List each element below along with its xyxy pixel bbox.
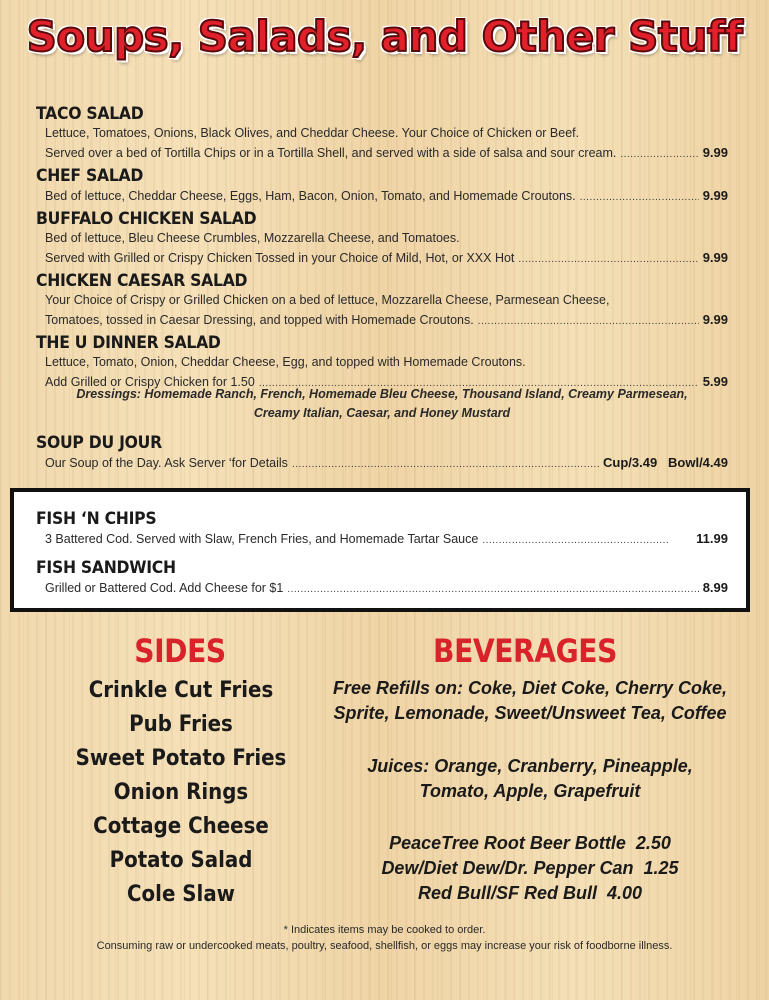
side-item: Cottage Cheese xyxy=(93,814,269,839)
menu-item-chicken-caesar-salad xyxy=(36,271,728,331)
side-item: Potato Salad xyxy=(109,848,253,873)
item-price: 9.99 xyxy=(702,145,728,160)
menu-item-soup xyxy=(36,433,728,474)
item-description-line: Tomatoes, tossed in Caesar Dressing, and topped with Homemade Croutons. ..... 9.99 xyxy=(36,310,728,331)
item-name: TACO SALAD xyxy=(36,104,144,124)
dressings-line: Creamy Italian, Caesar, and Honey Mustard xyxy=(253,406,511,420)
menu-item-fish-sandwich xyxy=(36,558,728,599)
item-price: 8.99 xyxy=(702,580,728,595)
item-description-line: Bed of lettuce, Cheddar Cheese, Eggs, Ham, Bacon, Onion, Tomato, and Homemade Croutons. ..... 9.99 xyxy=(36,186,728,207)
menu-item-u-dinner-salad xyxy=(36,333,728,393)
item-price: 9.99 xyxy=(702,188,728,203)
item-name: THE U DINNER SALAD xyxy=(36,333,221,353)
item-description-line: Served with Grilled or Crispy Chicken Tossed in your Choice of Mild, Hot, or XXX Hot ..... 9.99 xyxy=(36,248,728,269)
sides-list xyxy=(54,674,308,912)
item-price: 5.99 xyxy=(702,374,728,389)
item-description-line: Grilled or Battered Cod. Add Cheese for $1 ..... 8.99 xyxy=(36,578,728,599)
item-price: Cup/3.49 Bowl/4.49 xyxy=(603,455,728,470)
salad-menu xyxy=(36,104,728,395)
bev-line: Red Bull/SF Red Bull 4.00 xyxy=(417,883,643,903)
side-item: Onion Rings xyxy=(113,780,249,805)
item-description-line: 3 Battered Cod. Served with Slaw, French Fries, and Homemade Tartar Sauce ..... 11.99 xyxy=(36,529,728,550)
item-name: SOUP DU JOUR xyxy=(36,433,162,453)
menu-title: Soups, Salads, and Other Stuff xyxy=(26,12,743,61)
item-name: BUFFALO CHICKEN SALAD xyxy=(36,209,257,229)
menu-item-chef-salad xyxy=(36,166,728,207)
dressings-line: Dressings: Homemade Ranch, French, Homemade Bleu Cheese, Thousand Island, Creamy Parmesean, xyxy=(76,387,688,401)
item-name: FISH SANDWICH xyxy=(36,558,176,578)
side-item: Pub Fries xyxy=(129,712,233,737)
beverages-drinks xyxy=(300,831,760,906)
item-price: 9.99 xyxy=(702,312,728,327)
menu-item-buffalo-chicken-salad xyxy=(36,209,728,269)
bev-line: Dew/Diet Dew/Dr. Pepper Can 1.25 xyxy=(381,858,679,878)
side-item: Cole Slaw xyxy=(127,882,235,907)
bev-line: Juices: Orange, Cranberry, Pineapple, xyxy=(367,756,693,776)
item-description-line: Our Soup of the Day. Ask Server ‘for Details ..... Cup/3.49 Bowl/4.49 xyxy=(36,453,728,474)
beverages-heading: BEVERAGES xyxy=(433,632,617,670)
item-description-line: Lettuce, Tomato, Onion, Cheddar Cheese, Egg, and topped with Homemade Croutons. xyxy=(45,355,526,369)
item-price: 11.99 xyxy=(696,531,728,546)
menu-item-taco-salad xyxy=(36,104,728,164)
item-name: FISH ‘N CHIPS xyxy=(36,509,157,529)
item-description-line: Served over a bed of Tortilla Chips or in a Tortilla Shell, and served with a side of salsa and sour cream. ..... 9.99 xyxy=(36,143,728,164)
item-name: CHICKEN CAESAR SALAD xyxy=(36,271,248,291)
beverages-juices xyxy=(300,754,760,804)
side-item: Crinkle Cut Fries xyxy=(88,678,274,703)
item-description-line: Your Choice of Crispy or Grilled Chicken on a bed of lettuce, Mozzarella Cheese, Parmesean Cheese, xyxy=(45,293,610,307)
menu-item-fish-n-chips xyxy=(36,509,728,550)
item-description-line: Bed of lettuce, Bleu Cheese Crumbles, Mozzarella Cheese, and Tomatoes. xyxy=(45,231,460,245)
bev-line: PeaceTree Root Beer Bottle 2.50 xyxy=(389,833,671,853)
fish-box xyxy=(10,488,750,612)
beverages-refills xyxy=(300,676,760,726)
item-price: 9.99 xyxy=(702,250,728,265)
dressings-note xyxy=(36,385,728,423)
side-item: Sweet Potato Fries xyxy=(75,746,287,771)
bev-line: Tomato, Apple, Grapefruit xyxy=(419,781,641,801)
bev-line: Sprite, Lemonade, Sweet/Unsweet Tea, Coffee xyxy=(333,703,727,723)
item-name: CHEF SALAD xyxy=(36,166,144,186)
footer-note xyxy=(0,922,769,954)
footer-line: * Indicates items may be cooked to order. xyxy=(283,924,486,936)
bev-line: Free Refills on: Coke, Diet Coke, Cherry Coke, xyxy=(332,678,728,698)
sides-heading: SIDES xyxy=(134,632,226,670)
footer-line: Consuming raw or undercooked meats, poultry, seafood, shellfish, or eggs may increase your risk of foodborne illness. xyxy=(96,940,673,952)
item-description-line: Lettuce, Tomatoes, Onions, Black Olives, and Cheddar Cheese. Your Choice of Chicken or Beef. xyxy=(45,126,580,140)
item-description-line: Add Grilled or Crispy Chicken for 1.50 ..... 5.99 xyxy=(36,372,728,393)
